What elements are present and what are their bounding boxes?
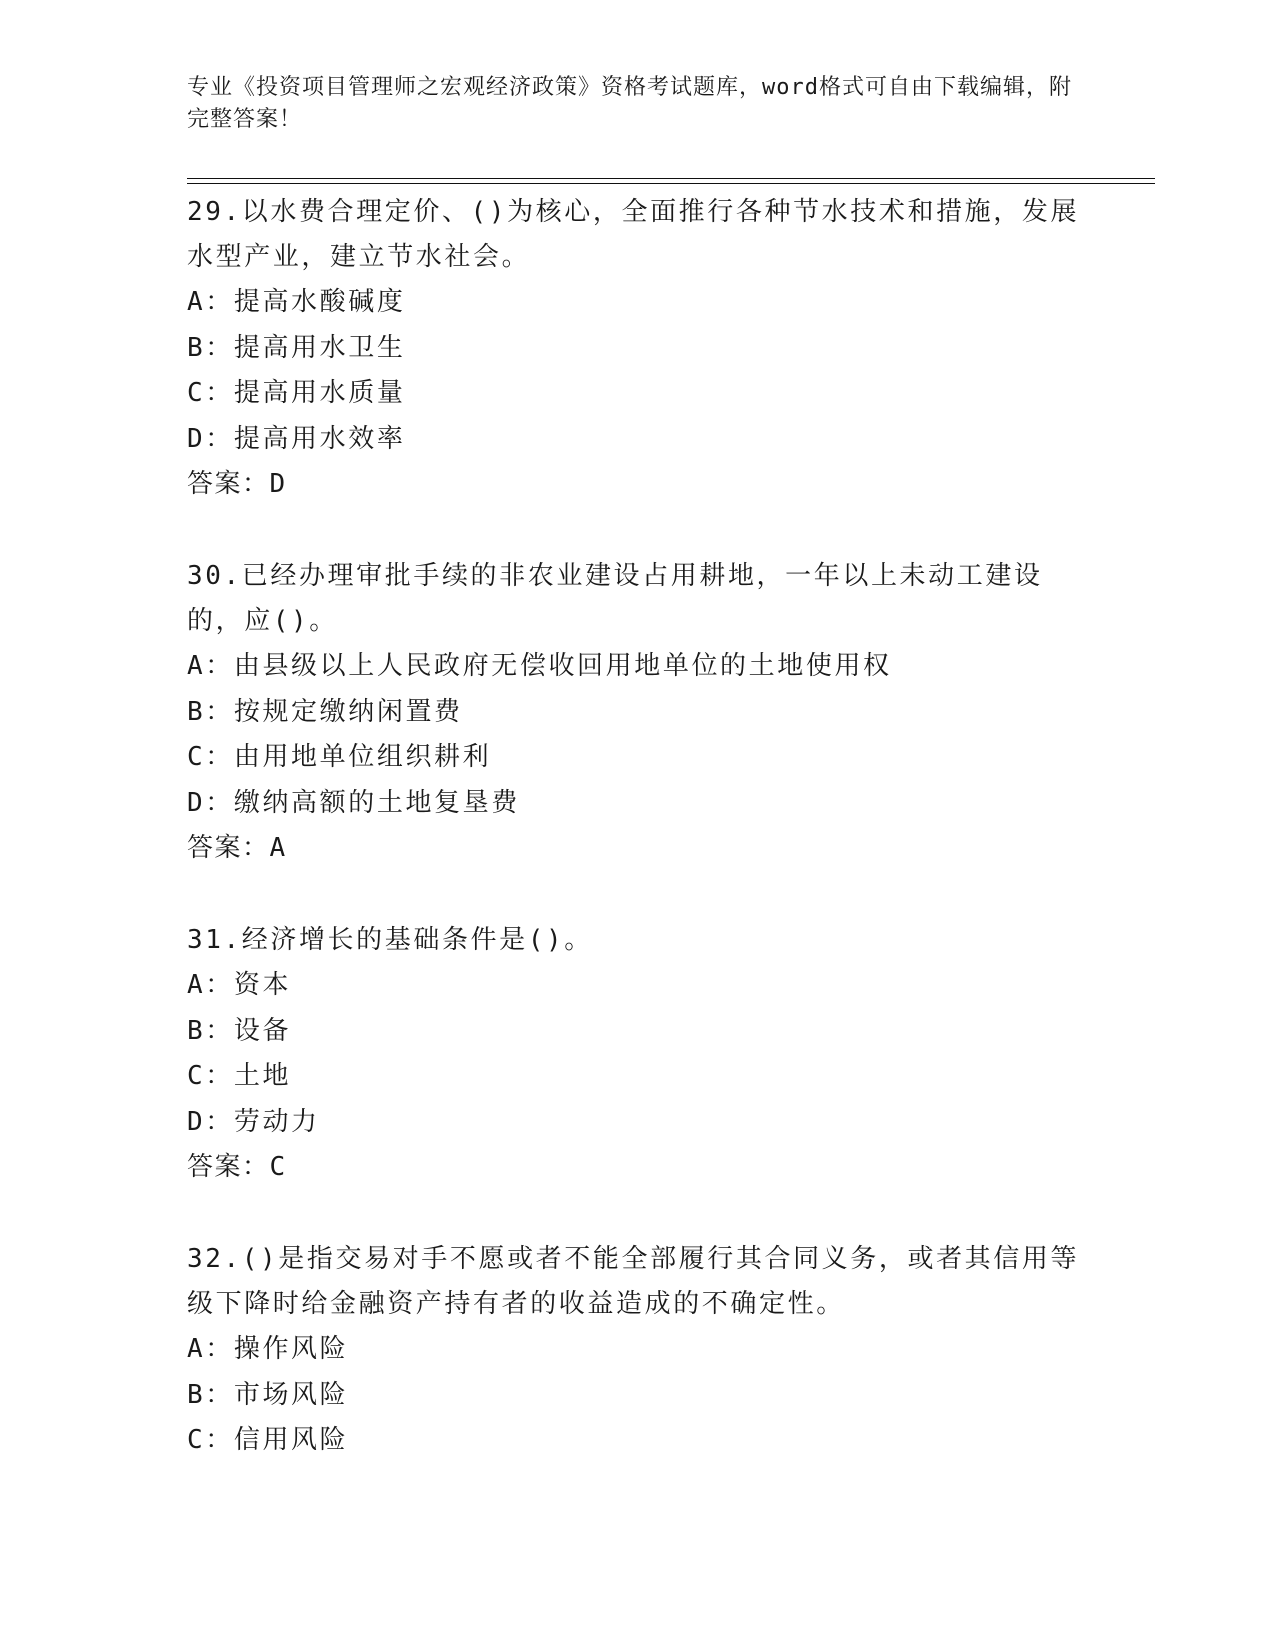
option-b: B：按规定缴纳闲置费	[187, 696, 463, 727]
answer: 答案：C	[187, 1152, 287, 1182]
option-a: A：由县级以上人民政府无偿收回用地单位的土地使用权	[187, 651, 892, 681]
option-c: C：由用地单位组织耕利	[187, 742, 492, 772]
question-stem: 31.经济增长的基础条件是()。	[187, 925, 593, 955]
question-31	[187, 918, 1087, 1190]
option-d: D：提高用水效率	[187, 423, 406, 454]
option-b: B：提高用水卫生	[187, 332, 406, 363]
option-c: C：信用风险	[187, 1425, 349, 1455]
question-stem: 32.()是指交易对手不愿或者不能全部履行其合同义务，或者其信用等级下降时给金融资产持有者的收益造成的不确定性。	[187, 1244, 1080, 1319]
option-a: A：操作风险	[187, 1334, 349, 1364]
option-c: C：提高用水质量	[187, 378, 406, 408]
option-c: C：土地	[187, 1061, 292, 1091]
question-30	[187, 554, 1087, 871]
option-b: B：设备	[187, 1015, 292, 1046]
option-d: D：缴纳高额的土地复垦费	[187, 787, 520, 818]
question-29	[187, 190, 1087, 507]
document-header: 专业《投资项目管理师之宏观经济政策》资格考试题库，word格式可自由下载编辑，附完整答案！	[187, 75, 1072, 132]
answer: 答案：D	[187, 469, 287, 499]
option-b: B：市场风险	[187, 1379, 349, 1410]
option-a: A：资本	[187, 970, 292, 1000]
question-stem: 30.已经办理审批手续的非农业建设占用耕地，一年以上未动工建设的，应()。	[187, 561, 1043, 636]
option-d: D：劳动力	[187, 1106, 320, 1137]
question-32	[187, 1237, 1087, 1464]
question-stem: 29.以水费合理定价、()为核心，全面推行各种节水技术和措施，发展水型产业，建立节水社会。	[187, 197, 1080, 272]
answer: 答案：A	[187, 833, 287, 863]
header-divider-bottom	[187, 183, 1155, 184]
option-a: A：提高水酸碱度	[187, 287, 406, 317]
header-divider-top	[187, 178, 1155, 179]
question-list	[187, 190, 1087, 1511]
